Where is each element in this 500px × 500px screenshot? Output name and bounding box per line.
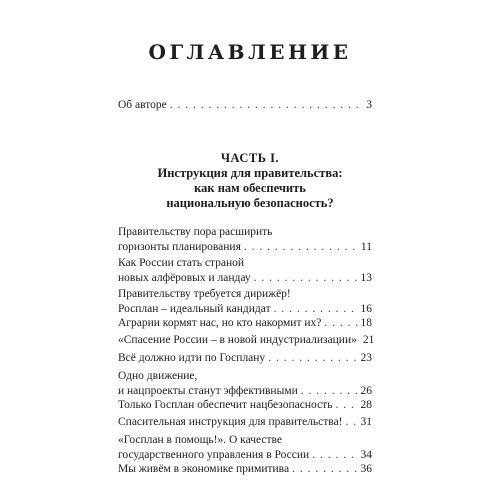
toc-entry[interactable] <box>118 287 372 316</box>
part-label: ЧАСТЬ I. <box>220 151 280 165</box>
leader-dots <box>254 271 358 286</box>
toc-entry-row <box>118 271 372 286</box>
toc-entry-title-line: и нацпроекты станут эффективными <box>118 384 298 397</box>
toc-entry-title-line: новых алфёровых и ландау <box>118 271 251 284</box>
toc-entry[interactable] <box>118 256 372 285</box>
toc-entry-title-line: Одно движение, <box>118 370 198 382</box>
toc-page-number: 13 <box>360 271 372 284</box>
toc-entry[interactable] <box>118 316 372 331</box>
toc-page-number: 16 <box>360 302 372 315</box>
toc-entry[interactable] <box>118 351 372 366</box>
toc-entry-title-line: Мы живём в экономике примитива <box>118 463 290 475</box>
leader-dots <box>170 98 363 113</box>
part-title-line: национальную безопасность? <box>166 196 334 210</box>
toc-entry-row <box>118 351 372 366</box>
toc-entry-title-line: «Госплан в помощь!». О качестве <box>118 434 283 446</box>
leader-dots <box>346 415 358 430</box>
toc-entry-title-line: Только Госплан обеспечит нацбезопасность <box>118 399 333 411</box>
toc-entry-title-line: Правительству пора расширить <box>118 226 273 238</box>
toc-entry-title-line: Всё должно идти по Госплану <box>118 352 266 364</box>
toc-entry-title-line: государственного управления в России <box>118 448 310 461</box>
toc-entry-title-line: Правительству требуется дирижёр! <box>118 288 291 300</box>
toc-entry[interactable] <box>118 225 372 254</box>
leader-dots <box>335 398 357 413</box>
toc-entry[interactable] <box>118 369 372 398</box>
toc-entry-row <box>118 302 372 317</box>
toc-entry-title: Об авторе <box>118 99 167 111</box>
toc-entry[interactable] <box>118 333 375 348</box>
toc-entry-row <box>118 98 372 113</box>
toc-page-number: 11 <box>360 240 372 253</box>
toc-entry-row <box>118 240 372 255</box>
toc-page-number: 31 <box>360 416 372 428</box>
leader-dots <box>301 384 358 399</box>
part-title-line: Инструкция для правительства: <box>157 166 343 180</box>
toc-entry-row <box>118 398 372 413</box>
toc-page-number: 34 <box>360 448 372 461</box>
toc-entry-row <box>118 448 372 463</box>
toc-entry-title-line: «Спасение России – в новой индустриализации» <box>118 334 357 346</box>
leader-dots <box>312 448 357 463</box>
toc-entry-row <box>118 316 372 331</box>
toc-entry-title-line: Аграрии кормят нас, но кто накормит их? <box>118 317 322 329</box>
leader-dots <box>244 240 358 255</box>
toc-page-number: 18 <box>360 317 372 329</box>
toc-page-number: 28 <box>360 399 372 411</box>
toc-page-number: 21 <box>362 334 375 346</box>
toc-entry-row <box>118 415 372 430</box>
page-title: ОГЛАВЛЕНИЕ <box>148 40 352 64</box>
toc-entry-title-line: Росплан – идеальный кандидат <box>118 302 271 315</box>
toc-entry[interactable] <box>118 433 372 462</box>
leader-dots <box>274 302 358 317</box>
toc-entry-title-line: Как России стать страной <box>118 257 245 269</box>
part-title-line: как нам обеспечить <box>194 181 306 195</box>
toc-entry-title-line: горизонты планирования <box>118 240 241 253</box>
leader-dots <box>324 316 357 331</box>
toc-entry-about[interactable] <box>118 98 372 113</box>
leader-dots <box>268 351 357 366</box>
toc-entry-row <box>118 384 372 399</box>
toc-entry-row <box>118 333 375 348</box>
leader-dots <box>292 462 357 477</box>
toc-entry[interactable] <box>118 462 372 477</box>
toc-entry-title-line: Спасительная инструкция для правительства! <box>118 416 343 428</box>
toc-entry[interactable] <box>118 398 372 413</box>
toc-page-number: 26 <box>360 384 372 397</box>
toc-entry[interactable] <box>118 415 372 430</box>
part-heading <box>0 151 500 211</box>
toc-page-number: 36 <box>360 463 372 475</box>
toc-page-number: 3 <box>366 99 372 111</box>
toc-entry-row <box>118 462 372 477</box>
toc-page-number: 23 <box>360 352 372 364</box>
